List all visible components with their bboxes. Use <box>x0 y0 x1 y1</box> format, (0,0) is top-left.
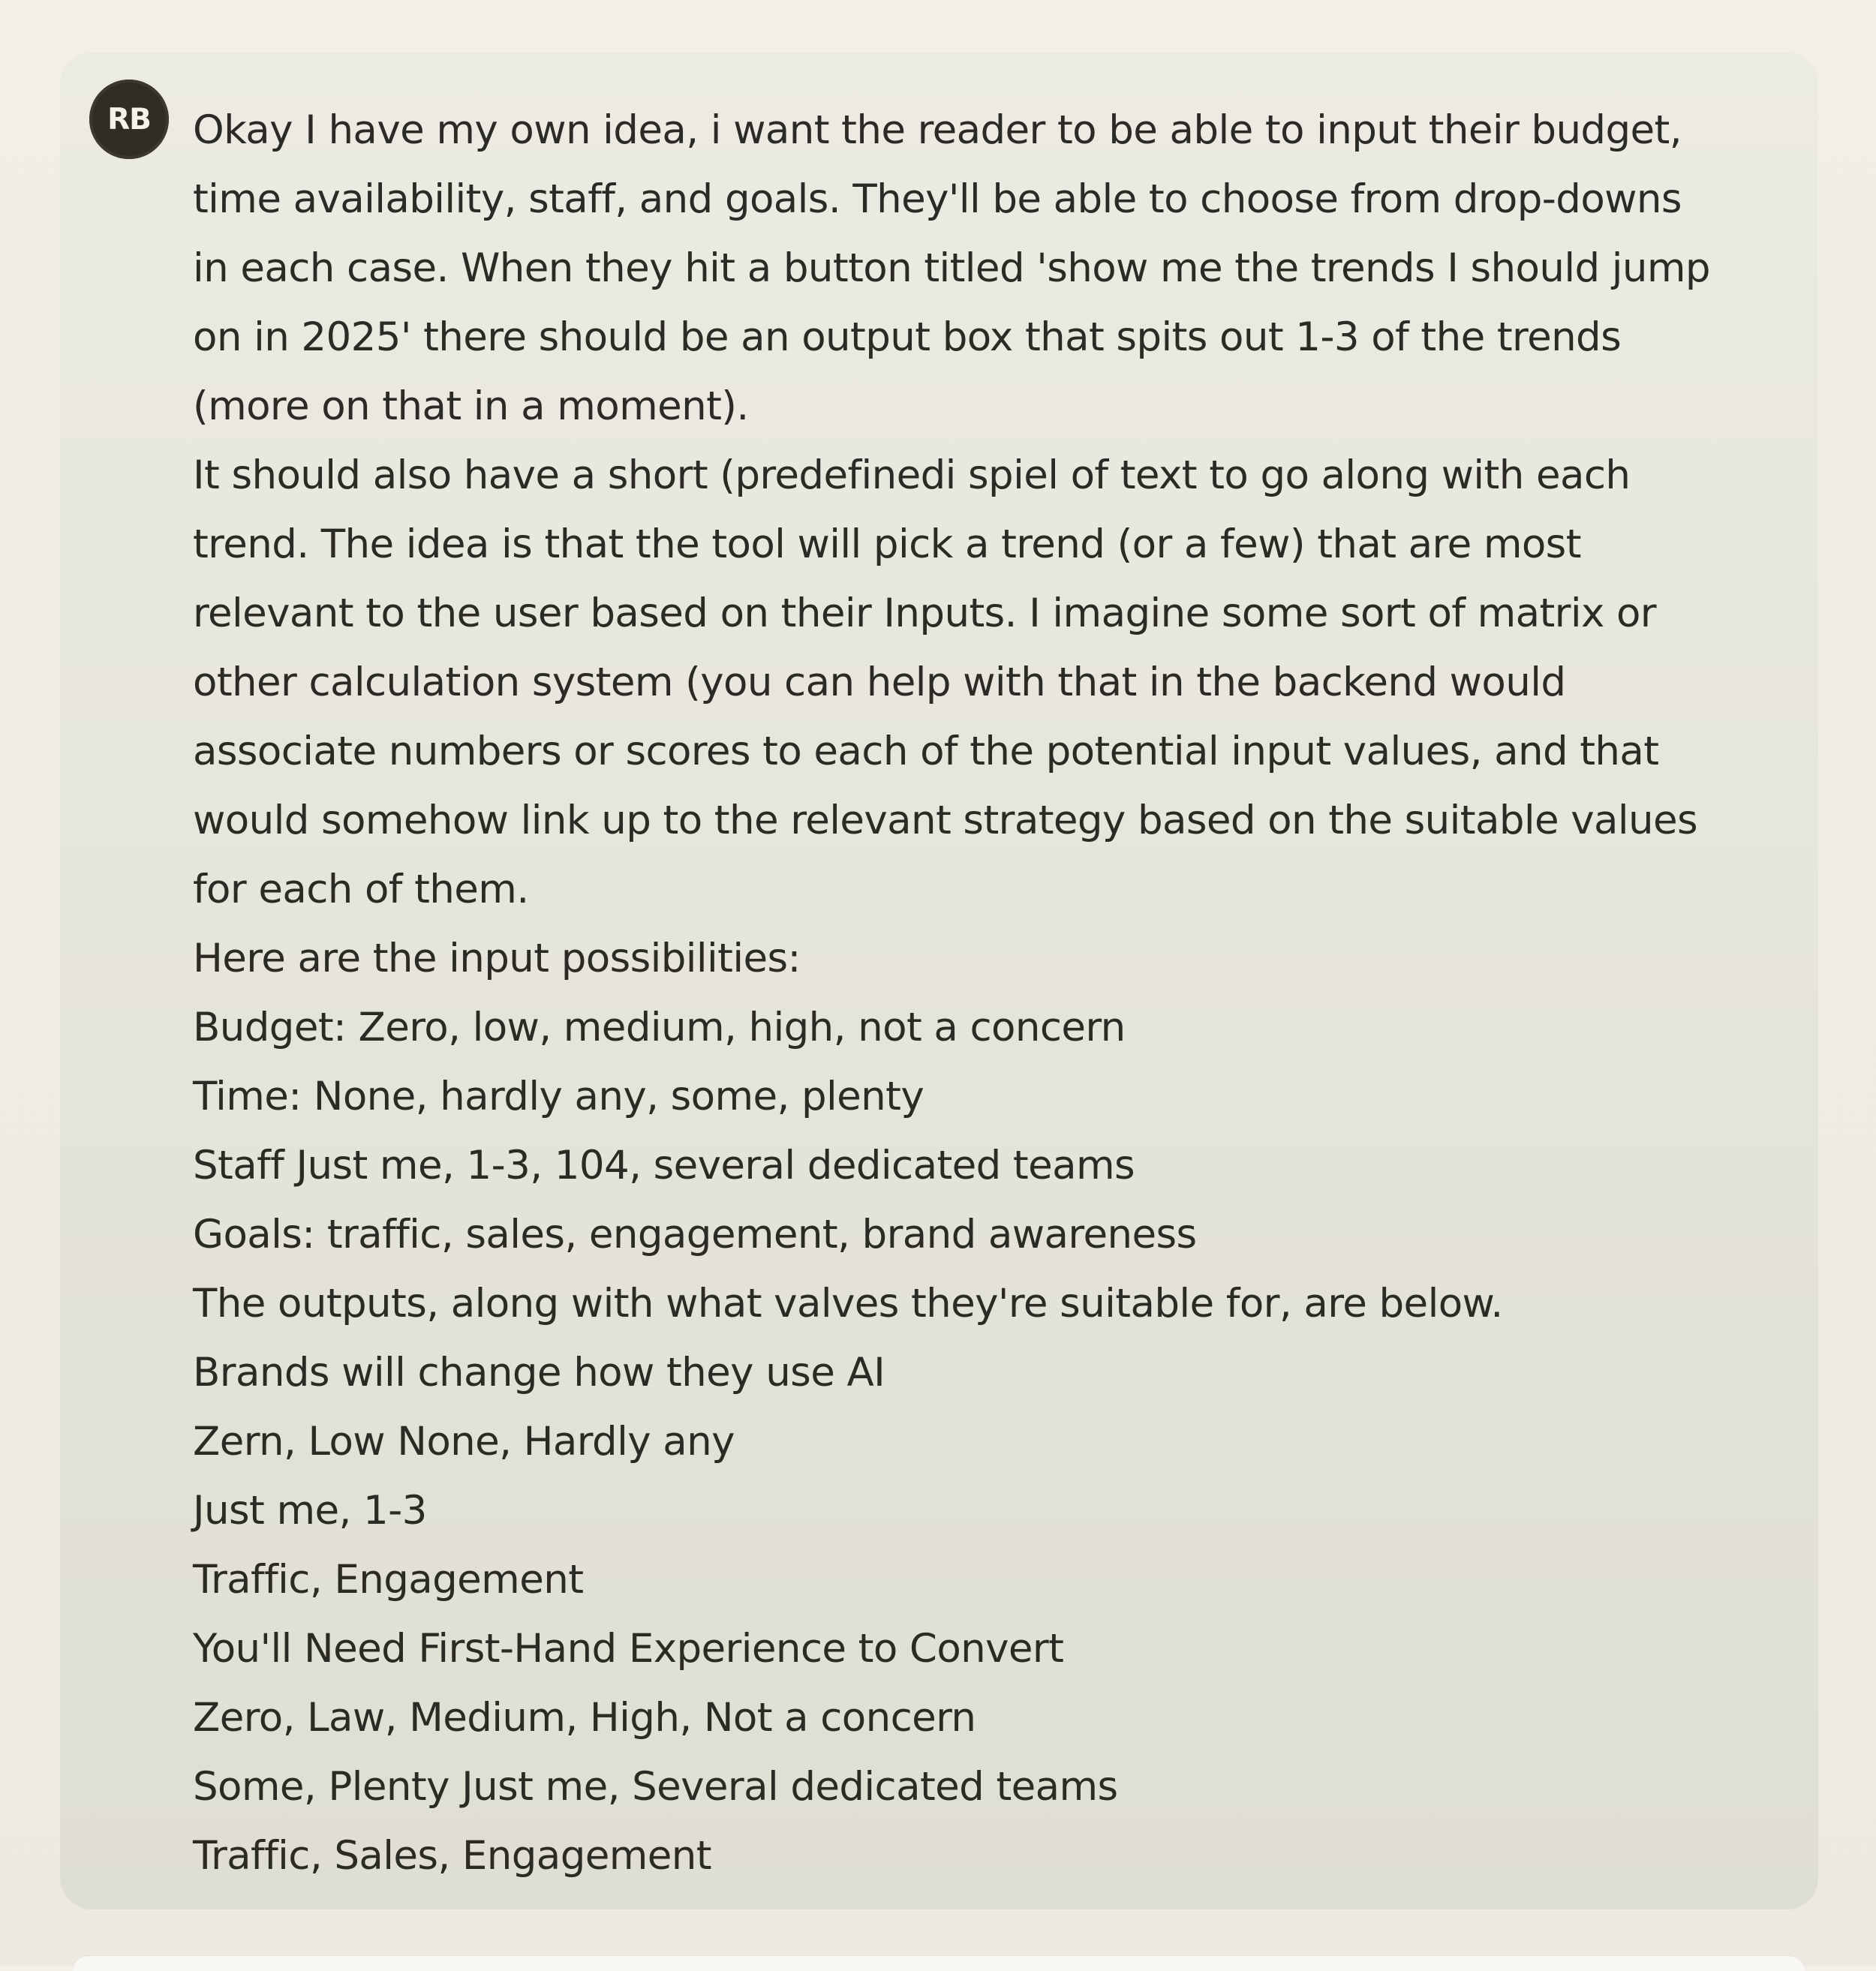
user-message-text <box>193 96 1799 1891</box>
message-line: (more on that in a moment). <box>193 383 749 429</box>
user-avatar-initials: RB <box>107 102 151 137</box>
message-line: Goals: traffic, sales, engagement, brand awareness <box>193 1212 1197 1257</box>
message-line: Zern, Low None, Hardly any <box>193 1419 735 1465</box>
message-line: It should also have a short (predefinedi spiel of text to go along with each <box>193 452 1631 498</box>
user-message-bubble <box>60 53 1818 1909</box>
message-line: Traffic, Sales, Engagement <box>193 1833 711 1879</box>
message-line: Just me, 1-3 <box>193 1488 427 1534</box>
message-line: Staff Just me, 1-3, 104, several dedicated teams <box>193 1143 1135 1188</box>
message-line: other calculation system (you can help with that in the backend would <box>193 660 1566 705</box>
message-line: in each case. When they hit a button titled 'show me the trends I should jump <box>193 245 1710 291</box>
message-line: You'll Need First-Hand Experience to Convert <box>193 1626 1064 1672</box>
message-line: Zero, Law, Medium, High, Not a concern <box>193 1695 976 1741</box>
message-line: Traffic, Engagement <box>193 1557 584 1603</box>
message-line: Here are the input possibilities: <box>193 936 801 981</box>
next-message-edge <box>73 1955 1805 1971</box>
user-avatar <box>89 80 169 159</box>
message-line: trend. The idea is that the tool will pick a trend (or a few) that are most <box>193 521 1581 567</box>
message-line: Some, Plenty Just me, Several dedicated teams <box>193 1764 1118 1810</box>
message-line: Time: None, hardly any, some, plenty <box>193 1074 924 1119</box>
message-line: time availability, staff, and goals. They'll be able to choose from drop-downs <box>193 176 1682 222</box>
message-line: on in 2025' there should be an output box that spits out 1-3 of the trends <box>193 314 1622 360</box>
message-line: for each of them. <box>193 867 529 912</box>
message-line: Okay I have my own idea, i want the reader to be able to input their budget, <box>193 107 1682 153</box>
message-line: Budget: Zero, low, medium, high, not a concern <box>193 1005 1126 1050</box>
message-line: would somehow link up to the relevant strategy based on the suitable values <box>193 798 1698 843</box>
message-line: The outputs, along with what valves they're suitable for, are below. <box>193 1281 1503 1327</box>
message-line: relevant to the user based on their Inputs. I imagine some sort of matrix or <box>193 590 1657 636</box>
message-line: Brands will change how they use AI <box>193 1350 885 1396</box>
message-line: associate numbers or scores to each of the potential input values, and that <box>193 729 1659 774</box>
